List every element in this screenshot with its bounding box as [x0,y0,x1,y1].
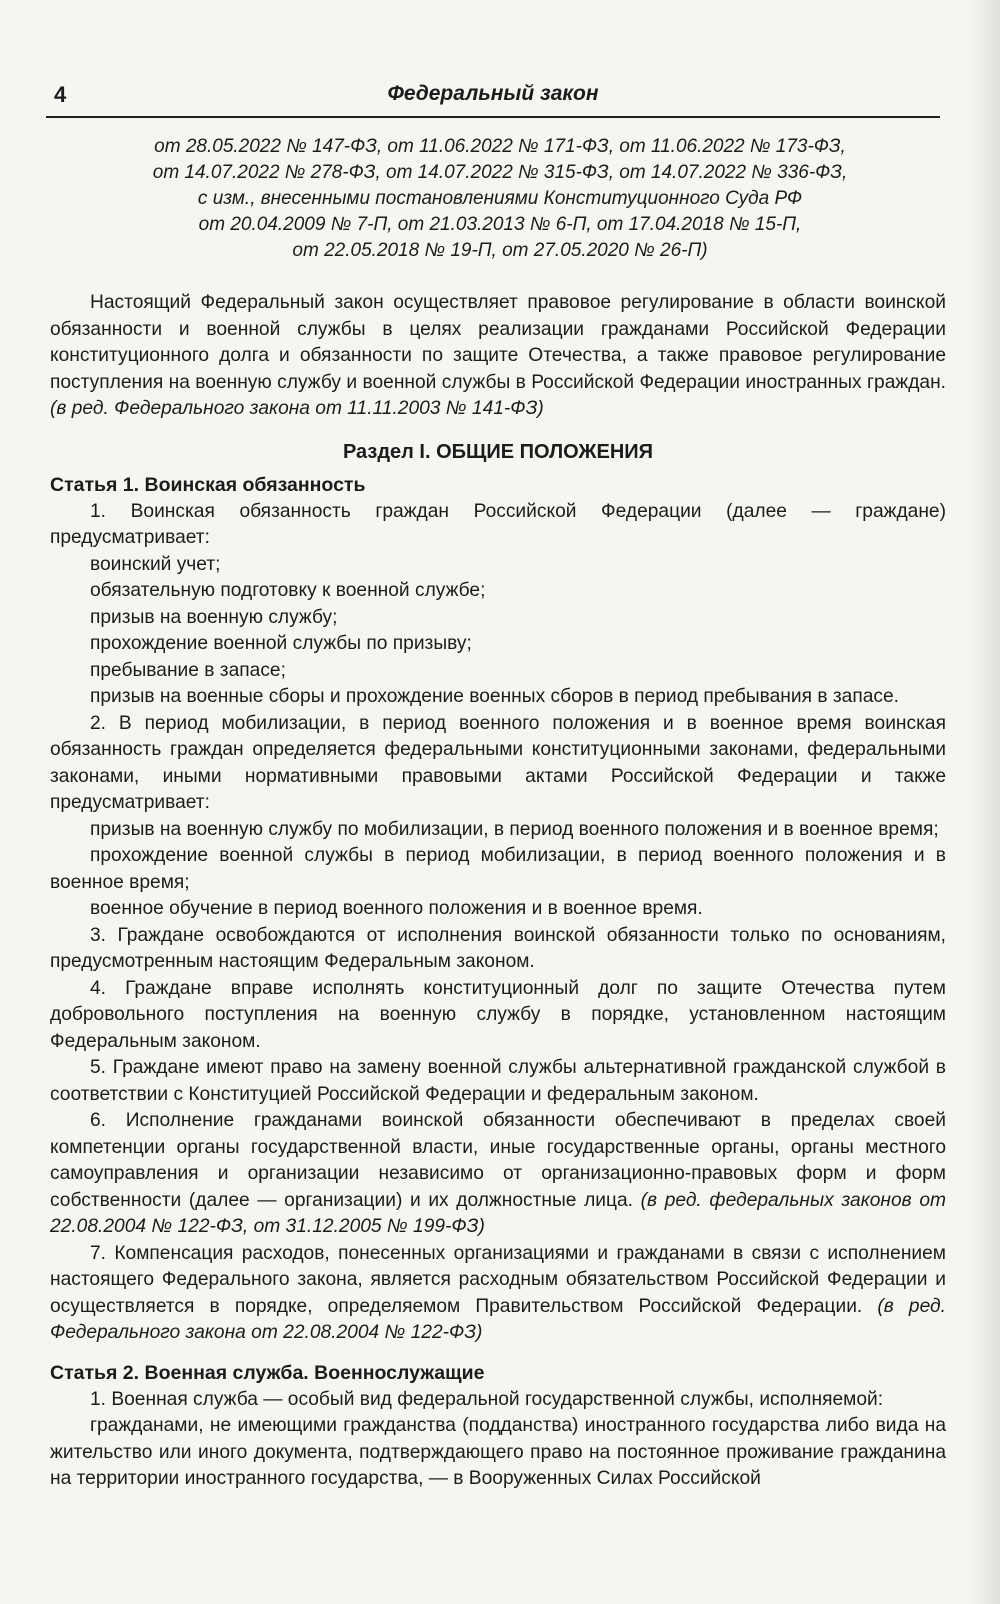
amendments-list [90,134,910,264]
article-1-paragraph-1: 1. Воинская обязанность граждан Российской Федерации (далее — граждане) предусматривает: [50,500,946,548]
amendment-line: от 22.05.2018 № 19-П, от 27.05.2020 № 26-П) [292,240,708,261]
article-2-paragraph-1: 1. Военная служба — особый вид федеральной государственной службы, исполняемой: [90,1388,884,1410]
page-header [46,76,940,118]
article-1-title: Статья 1. Воинская обязанность [50,473,366,496]
section-title: Раздел I. ОБЩИЕ ПОЛОЖЕНИЯ [342,440,654,463]
page-number: 4 [54,82,67,107]
article-1-paragraph-6 [50,1108,946,1241]
preamble-text: Настоящий Федеральный закон осуществляет правовое регулирование в области воинской обязанности и военной службы в целях реализации гражданами Российской Федерации конституционного долга и обязанности по защите Отечества, а также правовое регулирование поступления на военную службу и военной службы в Российской Федерации иностранных граждан. [50,292,946,393]
paragraph-7-text: 7. Компенсация расходов, понесенных организациями и гражданами в связи с исполнением настоящего Федерального закона, является расходным обязательством Российской Федерации и осуществляется в порядке, определяемом Правительством Российской Федерации. [50,1242,946,1317]
list-item: обязательную подготовку к военной службе; [90,580,486,601]
running-title: Федеральный закон [387,82,599,105]
amendment-line: от 28.05.2022 № 147-ФЗ, от 11.06.2022 № 171-ФЗ, от 11.06.2022 № 173-ФЗ, [154,136,846,157]
article-2-list-item: гражданами, не имеющими гражданства (подданства) иностранного государства либо вида на жительство или иного документа, подтверждающего право на постоянное проживание гражданина на территории иностранного государства, — в Вооруженных Силах Российской [50,1415,946,1489]
article-1-paragraph-2: 2. В период мобилизации, в период военного положения и в военное время воинская обязанность граждан определяется федеральными конституционными законами, федеральными законами, иными нормативными правовыми актами Российской Федерации и также предусматривает: [50,712,946,813]
article-1-paragraph-4: 4. Граждане вправе исполнять конституционный долг по защите Отечества путем добровольного поступления на военную службу в порядке, установленном настоящим Федеральным законом. [50,977,946,1052]
list-item: воинский учет; [90,553,221,575]
article-1-paragraph-3: 3. Граждане освобождаются от исполнения воинской обязанности только по основаниям, предусмотренным настоящим Федеральным законом. [50,924,946,972]
paragraph-6-amendment-note: (в ред. федеральных законов от 22.08.2004 № 122-ФЗ, от 31.12.2005 № 199-ФЗ) [50,1189,946,1237]
preamble [50,290,946,423]
article-2-title: Статья 2. Военная служба. Военнослужащие [50,1361,485,1384]
list-item: призыв на военную службу; [90,606,338,628]
document-body [50,290,946,1493]
article-1-paragraph-7 [50,1241,946,1347]
list-item: призыв на военную службу по мобилизации, в период военного положения и в военное время; [90,818,939,840]
preamble-amendment-note: (в ред. Федерального закона от 11.11.2003 № 141-ФЗ) [50,398,544,419]
paragraph-6-text: 6. Исполнение гражданами воинской обязанности обеспечивают в пределах своей компетенции органы государственной власти, иные государственные органы, органы местного самоуправления и организации независимо от организационно-правовых форм и форм собственности (далее — организации) и их должностные лица. [50,1110,946,1211]
page-edge-shadow [970,0,1000,1604]
article-1-paragraph-5: 5. Граждане имеют право на замену военной службы альтернативной гражданской службой в соответствии с Конституцией Российской Федерации и федеральным законом. [50,1057,946,1105]
paragraph-7-amendment-note: (в ред. Федерального закона от 22.08.2004 № 122-ФЗ) [50,1295,946,1343]
list-item: прохождение военной службы в период мобилизации, в период военного положения и в военное время; [50,845,946,893]
amendment-line: от 20.04.2009 № 7-П, от 21.03.2013 № 6-П, от 17.04.2018 № 15-П, [198,214,802,235]
list-item: пребывание в запасе; [90,659,286,681]
list-item: призыв на военные сборы и прохождение военных сборов в период пребывания в запасе. [90,686,899,707]
amendment-line: с изм., внесенными постановлениями Конституционного Суда РФ [197,188,803,209]
list-item: прохождение военной службы по призыву; [90,633,472,654]
list-item: военное обучение в период военного положения и в военное время. [90,898,703,919]
amendment-line: от 14.07.2022 № 278-ФЗ, от 14.07.2022 № 315-ФЗ, от 14.07.2022 № 336-ФЗ, [152,162,848,183]
